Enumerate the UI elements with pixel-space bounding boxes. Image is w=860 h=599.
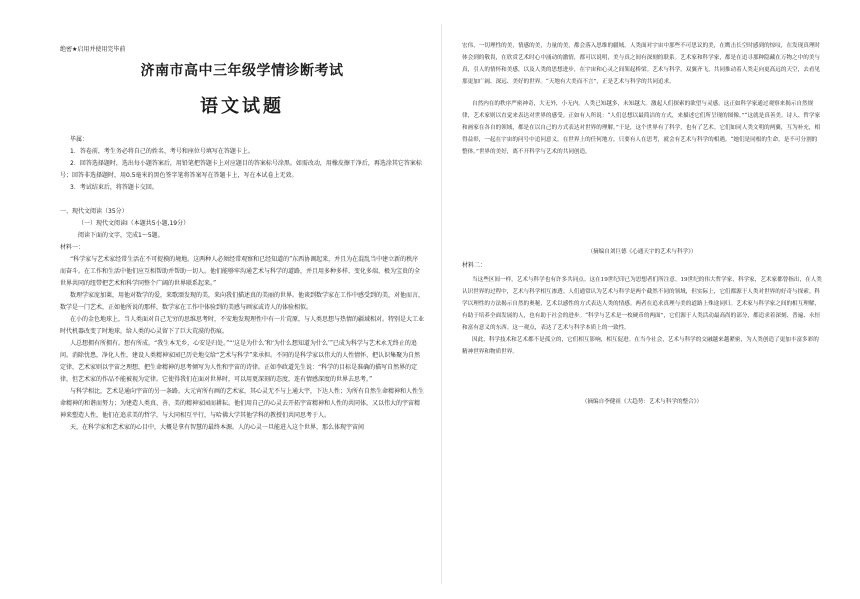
paragraph: 天，在科学家和艺术家的心目中，大概是拿有智慧的最终本源。人的心灵一旦能进入这个世界，那么体现宇宙间 <box>70 424 365 431</box>
section-1-title: 一、现代文阅读（35分） <box>60 208 128 215</box>
paragraph: 当这些区间一样，艺术与科学也有许多共同点。这在19世纪印已为思想者们所注意。19世纪的伟大哲学家，科学家，艺术家都曾指出，在人类认识世界的过程中，艺术与科学相互渗透。人们通常认为艺术与科学是两个截然不同的领域，但实际上，它们都源于人类对世界的好奇与探索。科学以理性的方法揭示自然的奥秘，艺术以感性的方式表达人类的情感。两者在追求真理与美的道路上殊途同归。艺术家与科学家之间的相互理解，有助于培养全面发展的人，也有助于社会的进步。“科学与艺术是一枚硬币的两面”，它们源于人类活动最高尚的部分，都追求着深刻、普遍、永恒和富有意义的东西。这一观点，表达了艺术与科学本质上的一致性。 <box>462 277 822 331</box>
secret-mark: 绝密★启用并使用完毕前 <box>60 46 126 53</box>
right-column <box>462 0 822 599</box>
source-1: （摘编自刘巨德《心通天宇的艺术与科学》） <box>587 249 697 255</box>
notes-heading: 毕属： <box>70 136 89 143</box>
left-column <box>60 0 424 599</box>
paragraph: “科学家与艺术家经常生活在不可捉摸的境地。这两种人必须经常观察和已经知道的”东西协调起来，并且为在混乱当中建立新的秩序而奋斗。在工作和生活中他们应互相帮助并帮助一切人。他们能够牢沟通艺术与科学的道路，并且用多种多样、变化多端、极为宝贵的全世界共同的纽带把艺术和科学同整个广阔的世界联系起来。” <box>60 256 421 287</box>
paragraph: 在小的金色地球上，当人类面对自己无穷的思维思考时，不安地发现理性中有一片荒原，与人类思想与热情的疆域相对。特别是大工业时代机器改变了时地球，给人类的心灵留下了巨大荒漠的伤痕。 <box>60 316 424 335</box>
material-1-label: 材料一： <box>60 244 85 251</box>
note-3: 3．考试结束后，将答题卡交回。 <box>70 184 158 191</box>
paragraph: 人总想拥有所拥有。想有所成。“我生本无乡，心安是归处。”“‘这是为什么’和‘为什么想知道为什么’”已成为科学与艺术永无终止的追问。消除忧患，净化人性，建设人类精神家园已历史地交给“艺术与科学”来承担。不同的是科学家以伟大的人性情怀，把认识集聚为自然定律，艺术家则以宇宙之理想，把生命精神的思考倾写为人性和宇宙的诗律。正如李政道先生说：“科学的目标是准确的描写自然界的定律，但艺术家的作品不能被视为定律。它使得我们在面对世界时，可以用更深刻的态度，连有情感深度的世界去思考。” <box>60 340 421 383</box>
exam-title: 济南市高中三年级学情诊断考试 <box>140 63 344 79</box>
paragraph: 宏伟，一切理性的美，情感的美，力量的美，都会落入思维的疆域。人类面对宇宙中那些不可思议的美，在鹰击长空时感到的惊叹，在发现真理时体会到的敬畏，在欣赏艺术时心中涌动的激情，都可以说明，美与真之间有深刻的联系。艺术家和科学家，都是在追寻那种隐藏在万物之中的美与真，引人的情怀和美感，以及人类的思想进步，在宇宙和心灵之间架起桥梁。艺术与科学，双翼齐飞，共同推动着人类走向更高远的天空，去看见那更加广阔、深远、美好的世界。“天地有大美而不言”，正是艺术与科学的共同追求。 <box>462 43 821 85</box>
instruction: 阅读下面的文字，完成1～5题。 <box>78 232 164 239</box>
material-1-body <box>60 254 424 434</box>
notes <box>60 134 424 194</box>
paragraph: 自然内在的秩序严密神奇，大无外，小无内。人类已知越多，未知越大。激起人们探索的欲望与灵感。这正如科学家通过观察来揭示自然规律，艺术家则以直觉来表达对世界的感受。正如有人所说：“人们总想以最简洁的方式，来描述它们所呈现的图像。”“这就是真善美。诗人、哲学家和画家在各自的领域，都是在以自己的方式表达对世界的理解。”于是，这个世界有了科学，也有了艺术。它们如同人类文明的两翼，互为补充，相得益彰，一起在宇宙的问号中追问意义。在世界上的任何地方，只要有人在思考，就会有艺术与科学的相遇。“她们是同根的生命，是不可分割的整体。”世界的美好，离不开科学与艺术的共同创造。 <box>462 101 821 155</box>
material-2-label: 材料二： <box>462 262 487 269</box>
section-heading <box>60 206 424 254</box>
paragraph: 数理学家庞加莱，用他对数学的爱，来歌颂发现的美，来向我们描述真的美丽的世界。他谈到数学家在工作中感受到的美，对他而言，数学是一门艺术，正如他所说的那样，数学家在工作中体验到的美感与画家或诗人的体验相似。 <box>60 292 424 311</box>
source-2: （摘编自李健祖《大趋势：艺术与科学的整合》） <box>581 399 703 405</box>
section-1-1-title: （一）现代文阅读Ⅰ（本题共5小题,19分） <box>78 220 190 227</box>
note-2: 2．回答选择题时，选出每小题答案后，用铅笔把答题卡上对应题目的答案标号涂黑。如需改动，用橡皮擦干净后，再选涂其它答案标号；回答非选择题时，用0.5毫米的黑色签字笔将答案写在答题卡上，写在本试卷上无效。 <box>60 160 422 179</box>
material-2-body <box>462 274 822 358</box>
material-1-continued <box>462 40 822 158</box>
note-1: 1．答卷前，考生务必将自己的姓名、考号和座位号填写在答题卡上。 <box>70 148 254 155</box>
exam-subtitle: 语文试题 <box>200 96 284 117</box>
paragraph: 因此，科学技术和艺术都不是孤立的，它们相互影响，相互促进。在当今社会，艺术与科学的交融越来越紧密，为人类创造了更加丰富多彩的精神世界和物质世界。 <box>462 337 819 355</box>
column-divider <box>441 24 442 584</box>
paragraph: 与科学相比，艺术是通向宇宙的另一条路。大元宵所有画的艺术家，其心灵无不与上通大宇，下达人性；为所有自然生命精神和人性生命精神的和谐而努力；为建造人类真、善、美的精神家园而耕耘。他们用自己的心灵去开拓宇宙精神和人性的共同体，又以伟大的宇宙精神来塑造人性，他们在追求美的哲学，与大同相互平行，与哈佛大学其他学科的教授们共同思考于人。 <box>60 388 424 419</box>
